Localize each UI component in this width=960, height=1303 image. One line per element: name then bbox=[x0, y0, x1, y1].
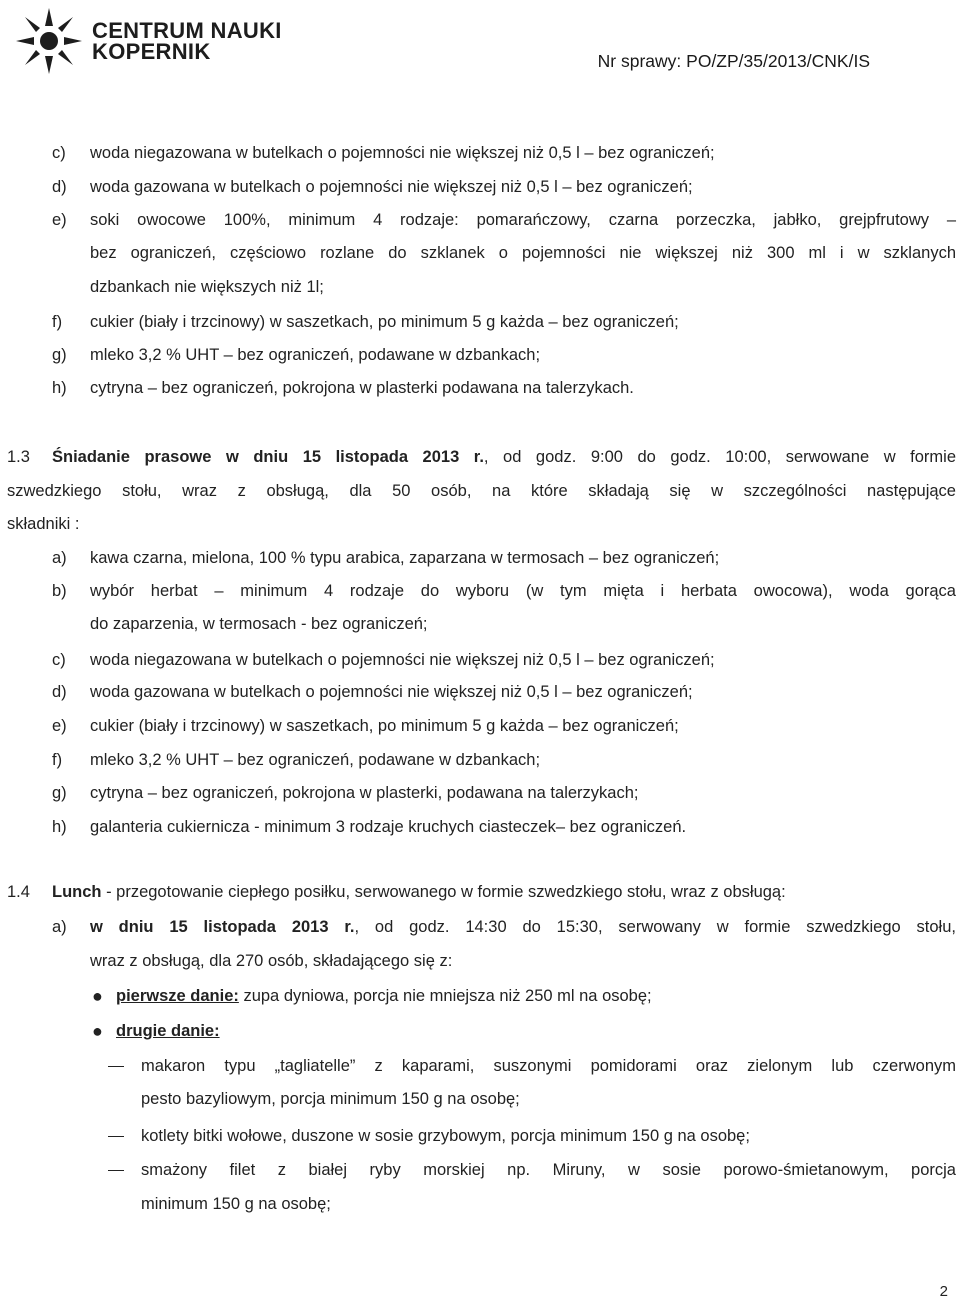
bullet-icon: ● bbox=[92, 986, 103, 1006]
brand-line-1: CENTRUM NAUKI bbox=[92, 18, 282, 43]
copernicus-sun-logo-icon bbox=[14, 6, 84, 76]
page-number: 2 bbox=[939, 1283, 948, 1300]
section-number: 1.4 bbox=[7, 883, 30, 901]
section-title: Lunch bbox=[52, 883, 102, 901]
section-title: Śniadanie prasowe w dniu 15 listopada 2013 r. bbox=[52, 448, 484, 466]
case-number: Nr sprawy: PO/ZP/35/2013/CNK/IS bbox=[597, 51, 870, 71]
brand-line-2: KOPERNIK bbox=[92, 39, 211, 64]
bullet-icon: ● bbox=[92, 1021, 103, 1041]
section-number: 1.3 bbox=[7, 448, 30, 466]
brand-name bbox=[92, 20, 282, 62]
dash-icon bbox=[108, 1170, 124, 1171]
dash-icon bbox=[108, 1136, 124, 1137]
dash-icon bbox=[108, 1066, 124, 1067]
page-header bbox=[0, 0, 960, 90]
